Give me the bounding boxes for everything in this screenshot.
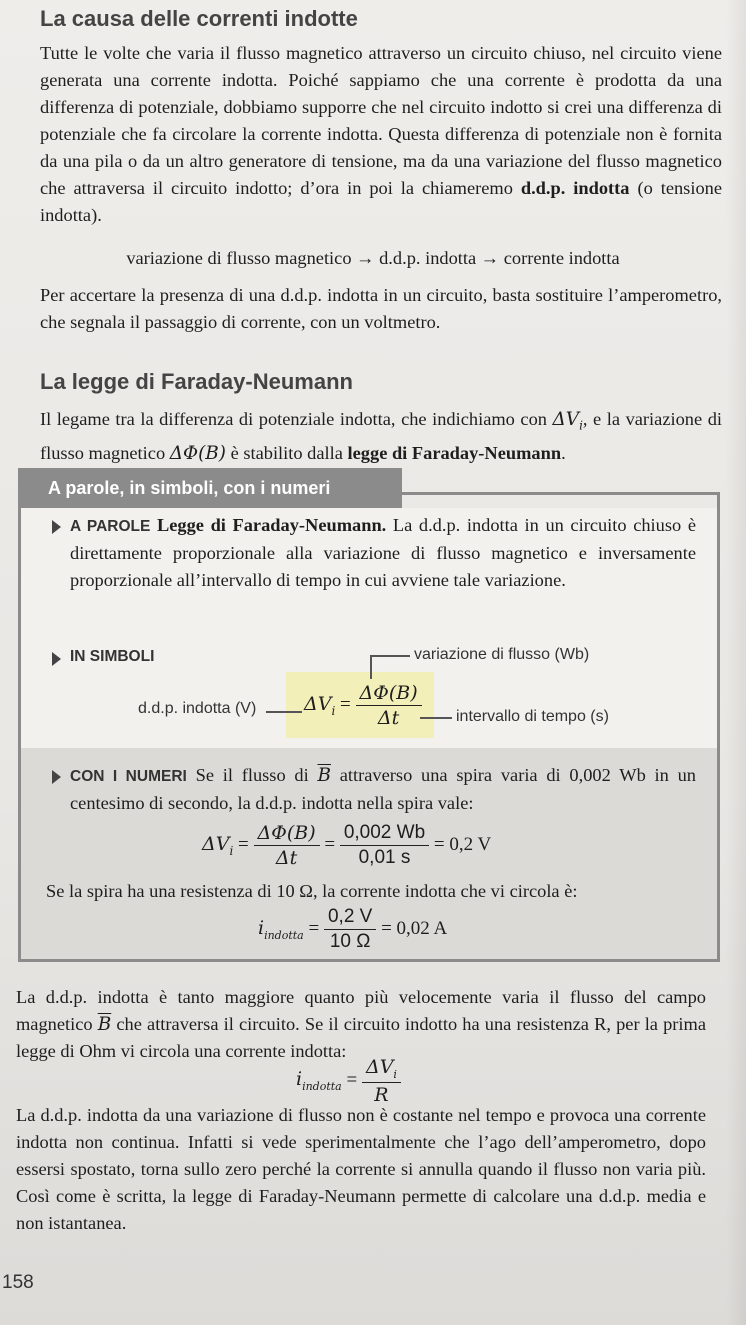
label-in-simboli: IN SIMBOLI bbox=[70, 648, 155, 665]
formula-lhs: $\Delta V_i$ bbox=[304, 692, 336, 718]
fraction bbox=[362, 1056, 401, 1106]
denominator: 10 Ω bbox=[329, 931, 371, 952]
term-ddp-indotta: d.d.p. indotta bbox=[520, 178, 630, 198]
denominator: Δt bbox=[377, 707, 400, 729]
text-span: è stabilito dalla bbox=[225, 442, 348, 463]
calculation-ddp bbox=[202, 822, 491, 869]
text-span: Il legame tra la differenza di potenziale indotta, che indichiamo con bbox=[40, 409, 553, 429]
box-resistenza bbox=[46, 878, 706, 905]
vector-b: $\overline{B}$ bbox=[97, 1014, 112, 1035]
formula-faraday bbox=[304, 682, 422, 729]
arrow-bullet-icon bbox=[52, 770, 61, 784]
symbol-delta-phi: ΔΦ(B) bbox=[169, 442, 226, 464]
text-span: La d.d.p. indotta è tanto maggiore quanto più velocemente varia il flusso del campo magnetico bbox=[16, 987, 706, 1034]
text-span: , e la variazione di flusso magnetico bbox=[40, 409, 723, 463]
annotation-leader bbox=[266, 711, 302, 713]
box-a-parole bbox=[70, 512, 696, 594]
fraction bbox=[324, 906, 376, 953]
paragraph-media bbox=[16, 1102, 706, 1237]
numerator: 0,2 V bbox=[324, 906, 376, 930]
denominator: Δt bbox=[275, 847, 298, 869]
numerator: ΔΦ(B) bbox=[356, 682, 422, 706]
numerator: 0,002 Wb bbox=[340, 822, 429, 846]
annotation-ddp: d.d.p. indotta (V) bbox=[138, 700, 257, 717]
text-span: La d.d.p. indotta in un circuito chiuso è direttamente proporzionale alla variazione di flusso magnetico e inversamente proporzionale all’intervallo di tempo in cui avviene tale variazione. bbox=[70, 515, 696, 590]
text-span: Se il flusso di bbox=[186, 765, 318, 785]
text-span: che attraversa il circuito. Se il circuito indotto ha una resistenza R, per la prima legge di Ohm vi circola una corrente indotta: bbox=[16, 1014, 706, 1061]
arrow-bullet-icon bbox=[52, 520, 61, 534]
text-span: attraverso una spira varia di 0,002 Wb in un centesimo di secondo, la d.d.p. indotta nella spira vale: bbox=[70, 765, 696, 813]
fraction bbox=[254, 822, 320, 869]
symbol-i-indotta: $i_{indotta}$ bbox=[258, 916, 304, 942]
page-number: 158 bbox=[2, 1272, 34, 1293]
formula-lhs: $\Delta V_i$ bbox=[202, 832, 234, 858]
fraction bbox=[340, 822, 429, 869]
result: = 0,02 A bbox=[381, 917, 448, 939]
denominator: 0,01 s bbox=[358, 847, 411, 868]
fraction bbox=[356, 682, 422, 729]
term-legge: Legge di Faraday-Neumann. bbox=[156, 515, 387, 535]
denominator: R bbox=[374, 1083, 389, 1106]
vector-b: $\overline{B}$ bbox=[317, 765, 331, 786]
causal-chain: variazione di flusso magnetico → d.d.p. indotta → corrente indotta bbox=[126, 248, 620, 268]
symbol-i-indotta: $i_{indotta}$ bbox=[296, 1068, 342, 1094]
calculation-current bbox=[258, 906, 447, 953]
term-faraday-neumann: legge di Faraday-Neumann bbox=[347, 442, 562, 463]
section-title-faraday-neumann: La legge di Faraday-Neumann bbox=[40, 369, 353, 394]
annotation-flux: variazione di flusso (Wb) bbox=[414, 646, 590, 663]
paragraph-faraday-intro bbox=[40, 406, 722, 467]
box-con-i-numeri bbox=[70, 762, 696, 817]
equals-sign: = bbox=[340, 693, 351, 715]
text-span: Tutte le volte che varia il flusso magnetico attraverso un circuito chiuso, nel circuito viene generata una corrente indotta. Poiché sappiamo che una corrente è prodotta da una differenza di potenziale, dobbiamo supporre che nel circuito indotto si crei una differenza di potenziale che fa circolare la corrente indotta. Questa differenza di potenziale non è fornita da una pila o da un altro generatore di tensione, ma da una variazione del flusso magnetico che attraversa il circuito indotto; d’ora in poi la chiameremo bbox=[40, 43, 722, 198]
equals-sign: = bbox=[346, 1069, 358, 1091]
annotation-dt: intervallo di tempo (s) bbox=[456, 708, 609, 725]
paragraph-voltmetro bbox=[40, 282, 722, 336]
page-edge-shadow bbox=[726, 0, 746, 1325]
text-span: (o tensione indotta). bbox=[40, 178, 723, 225]
text-span: Se la spira ha una resistenza di 10 Ω, la corrente indotta che vi circola è: bbox=[46, 881, 578, 901]
annotation-leader bbox=[420, 717, 452, 719]
annotation-leader bbox=[370, 655, 410, 657]
paragraph-velocita bbox=[16, 984, 706, 1065]
equals-sign: = bbox=[308, 917, 320, 939]
text-span: Per accertare la presenza di una d.d.p. indotta in un circuito, basta sostituire l’amperometro, che segnala il passaggio di corrente, con un voltmetro. bbox=[40, 285, 722, 332]
numerator: $\Delta V_i$ bbox=[362, 1056, 401, 1083]
label-con-i-numeri: CON I NUMERI bbox=[70, 768, 187, 785]
formula-ohm bbox=[296, 1056, 401, 1106]
text-span: . bbox=[561, 442, 566, 463]
numerator: ΔΦ(B) bbox=[254, 822, 320, 846]
box-top-rule bbox=[402, 492, 720, 495]
box-tab-title: A parole, in simboli, con i numeri bbox=[18, 468, 402, 508]
annotation-leader bbox=[370, 655, 372, 679]
text-span: La d.d.p. indotta da una variazione di flusso non è costante nel tempo e provoca una corrente indotta non continua. Infatti si vede sperimentalmente che l’ago dell’amperometro, dopo essersi spostato, torna sullo zero perché la corrente si annulla quando il flusso non varia più. Così come è scritta, la legge di Faraday-Neumann permette di calcolare una d.d.p. media e non istantanea. bbox=[16, 1105, 706, 1233]
equals-sign: = bbox=[324, 833, 336, 855]
label-a-parole: A PAROLE bbox=[70, 518, 151, 535]
paragraph-intro bbox=[40, 40, 722, 229]
arrow-bullet-icon bbox=[52, 652, 61, 666]
symbol-delta-v: $\Delta V_i$ bbox=[552, 409, 583, 433]
equals-sign: = bbox=[238, 833, 249, 855]
result: = 0,2 V bbox=[433, 833, 492, 855]
section-title-correnti-indotte: La causa delle correnti indotte bbox=[40, 6, 358, 31]
